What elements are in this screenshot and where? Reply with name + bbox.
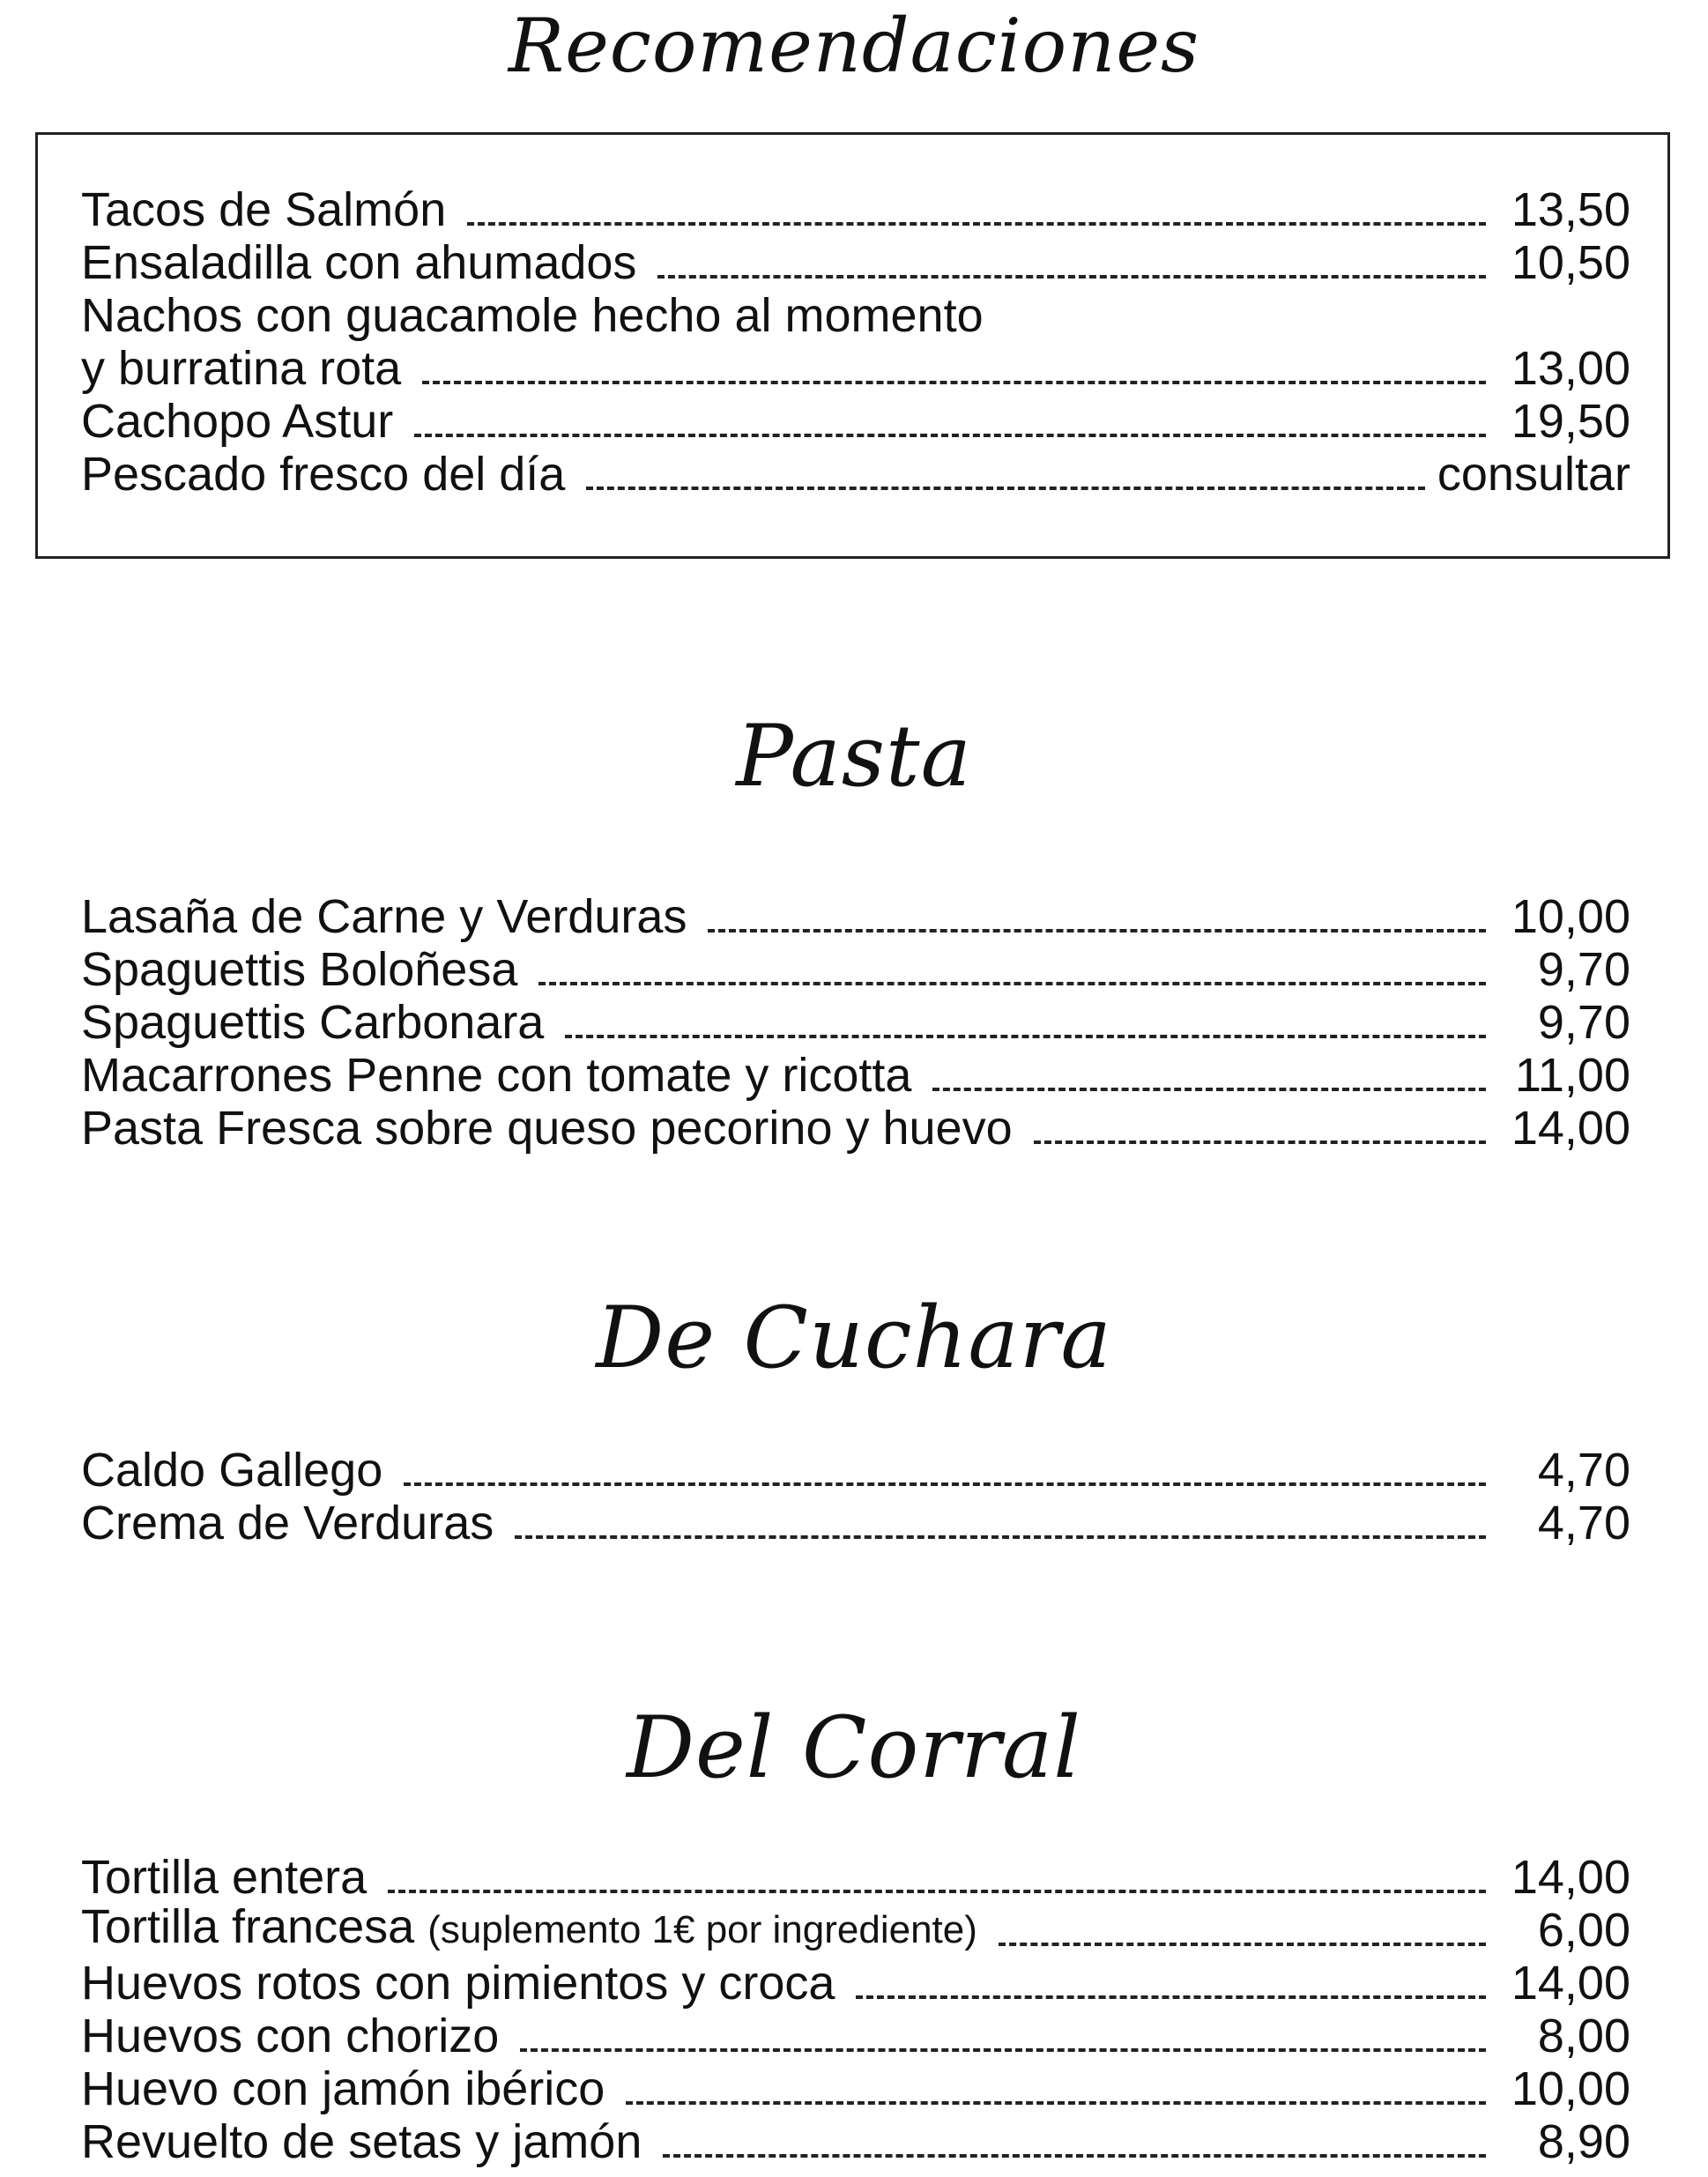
dotted-leader [626,2101,1486,2105]
dotted-leader [657,275,1486,279]
item-name: Pasta Fresca sobre queso pecorino y huevo [81,1102,1013,1155]
section-title-de-cuchara: De Cuchara [596,1289,1112,1387]
item-price: consultar [1437,448,1630,501]
item-price: 11,00 [1514,1049,1630,1102]
item-name: y burratina rota [81,342,402,395]
menu-item [81,2115,1630,2168]
item-price: 19,50 [1511,395,1630,448]
item-name: Pescado fresco del día [81,448,566,501]
menu-item [81,1851,1630,1904]
menu-item [81,1957,1630,2010]
dotted-leader [663,2154,1486,2158]
dotted-leader [538,982,1486,985]
item-name: Spaguettis Carbonara [81,996,545,1049]
dotted-leader [586,487,1425,490]
menu-item [81,943,1630,996]
menu-item [81,890,1630,943]
dotted-leader [515,1535,1486,1539]
dotted-leader [565,1035,1486,1038]
item-name: Spaguettis Boloñesa [81,943,518,996]
item-name: Caldo Gallego [81,1444,383,1497]
item-price: 10,50 [1511,236,1630,289]
item-price: 4,70 [1537,1497,1630,1549]
section-title-pasta: Pasta [736,707,972,806]
menu-item [81,1102,1630,1155]
item-price: 9,70 [1537,996,1630,1049]
item-name-text: Tortilla francesa [81,1900,415,1953]
item-name: Huevos rotos con pimientos y croca [81,1957,835,2010]
menu-item [81,395,1630,448]
item-note: (suplemento 1€ por ingrediente) [427,1908,977,1951]
menu-item [81,183,1630,236]
item-price: 13,50 [1511,183,1630,236]
item-price: 14,00 [1511,1102,1630,1155]
item-name: Revuelto de setas y jamón [81,2115,642,2168]
menu-item [81,1444,1630,1497]
menu-item [81,342,1630,395]
item-name: Lasaña de Carne y Verduras [81,890,687,943]
menu-item [81,448,1630,501]
dotted-leader [422,381,1486,384]
menu-item [81,1049,1630,1102]
item-price: 8,90 [1537,2115,1630,2168]
cuchara-list [81,1444,1630,1549]
section-title-del-corral: Del Corral [627,1698,1081,1797]
item-price: 8,00 [1537,2010,1630,2062]
pasta-list [81,890,1630,1155]
item-name: Huevos con chorizo [81,2010,500,2062]
item-name: Nachos con guacamole hecho al momento [81,289,984,342]
item-price: 9,70 [1537,943,1630,996]
item-price: 10,00 [1511,890,1630,943]
dotted-leader [520,2048,1486,2052]
dotted-leader [467,222,1486,226]
item-price: 6,00 [1537,1904,1630,1957]
item-name: Huevo con jamón ibérico [81,2062,605,2115]
section-title-recomendaciones: Recomendaciones [508,3,1200,89]
dotted-leader [1034,1141,1486,1144]
dotted-leader [999,1943,1486,1946]
item-price: 14,00 [1511,1957,1630,2010]
item-name: Tacos de Salmón [81,183,447,236]
item-price: 14,00 [1511,1851,1630,1904]
menu-item [81,236,1630,289]
menu-item [81,996,1630,1049]
item-price: 13,00 [1511,342,1630,395]
menu-item [81,2062,1630,2115]
menu-item [81,1900,1630,1957]
item-name: Cachopo Astur [81,395,394,448]
item-name: Tortilla entera [81,1851,368,1904]
menu-item [81,1497,1630,1549]
item-price: 4,70 [1537,1444,1630,1497]
item-price: 10,00 [1511,2062,1630,2115]
dotted-leader [414,434,1486,437]
menu-item [81,2010,1630,2062]
dotted-leader [404,1482,1486,1486]
recommendations-list [81,183,1630,501]
menu-item [81,289,1630,342]
corral-list [81,1851,1630,2168]
item-name: Crema de Verduras [81,1497,494,1549]
dotted-leader [932,1088,1486,1091]
item-name: Macarrones Penne con tomate y ricotta [81,1049,912,1102]
dotted-leader [708,929,1486,932]
item-name: Ensaladilla con ahumados [81,236,637,289]
item-name [81,1900,977,1957]
dotted-leader [856,1995,1486,1999]
dotted-leader [388,1890,1486,1893]
